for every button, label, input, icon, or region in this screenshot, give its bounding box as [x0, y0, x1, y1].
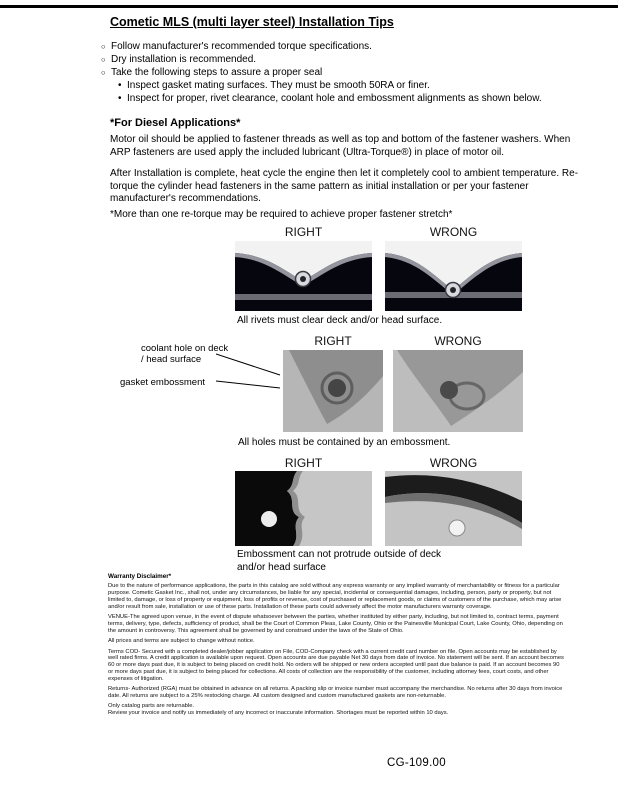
- circle-bullet-icon: ○: [101, 68, 106, 77]
- diesel-applications-heading: *For Diesel Applications*: [110, 117, 241, 129]
- page-top-rule: [0, 5, 618, 8]
- figure-embossment-right-image: [283, 350, 383, 432]
- dot-bullet-icon: •: [118, 93, 122, 104]
- coolant-hole-label: coolant hole on deck / head surface: [141, 343, 229, 365]
- list-item: [101, 66, 587, 79]
- figure-rivet-right-image: [235, 241, 372, 311]
- sub-list-item: [118, 79, 587, 92]
- figure-embossment-wrong-image: [393, 350, 523, 432]
- sub-list-item-text: Inspect gasket mating surfaces. They must be smooth 50RA or finer.: [127, 80, 430, 91]
- list-item-text: Take the following steps to assure a proper seal: [111, 67, 323, 78]
- warranty-disclaimer-heading: Warranty Disclaimer*: [108, 573, 172, 580]
- list-item: [101, 53, 587, 66]
- row2-wrong-header: WRONG: [434, 334, 482, 348]
- gasket-embossment-label: gasket embossment: [120, 377, 206, 388]
- dot-bullet-icon: •: [118, 80, 122, 91]
- sub-list-item-text: Inspect for proper, rivet clearance, coolant hole and embossment alignments as shown below.: [127, 93, 542, 104]
- sub-list-item: [118, 92, 587, 105]
- installation-tips-list: [101, 40, 587, 105]
- figure-protrusion-wrong-image: [385, 471, 522, 546]
- page-title: Cometic MLS (multi layer steel) Installation Tips: [110, 15, 394, 29]
- list-item: [101, 40, 587, 53]
- legal-paragraph: All prices and terms are subject to change without notice.: [108, 638, 255, 645]
- figure-protrusion-right-image: [235, 471, 372, 546]
- row3-right-header: RIGHT: [284, 456, 323, 470]
- legal-paragraph: VENUE-The agreed upon venue, in the event of dispute whatsoever between the parties, whether instituted by either party, including, but not limited to, contract terms, payment terms, delivery, type, defects, sufficiency of product, shall be the Court of Common Pleas, Lake County, Ohio or the Painesville Municipal Court, Lake County, Ohio, depending on the amount in controversy. This agreement shall be governed by and construed under the laws of the State of Ohio.: [108, 614, 563, 634]
- legal-paragraph: Terms COD- Secured with a completed dealer/jobber application on File, COD-Company check with a current credit card number on file. Open accounts may be established by well rated firms. A credit application is available upon request. Open accounts are due payable Net 30 days from date of invoice. No statement will be sent. If an account becomes 60 or more days past due, it is subject to being placed on credit hold. No orders will be shipped or new orders accepted until past due balance is paid. If an account becomes 90 or more days past due, it is subject to being placed for collections. All costs of collection are the responsibility of the customer, including attorney fees, court costs, and other expenses of litigation.: [108, 648, 564, 682]
- row3-wrong-header: WRONG: [429, 456, 478, 470]
- legal-paragraph: Due to the nature of performance applications, the parts in this catalog are sold without any express warranty or any implied warranty of merchantability or fitness for a particular purpose. Cometic Gasket Inc., shall not, under any circumstances, be liable for any special, incidental or consequential damages, including, person, party or property, but not limited to, damage, or loss of property or equipment, loss of profits or revenue, cost of purchased or replacement goods, or claims of customers of the purchase, which may arise and/or result from sale, installation or use of these parts. Installation of these parts could adversely affect the motor manufacturers warranty coverage.: [108, 583, 562, 610]
- row2-caption: All holes must be contained by an embossment.: [238, 437, 451, 448]
- row1-right-header: RIGHT: [284, 225, 323, 239]
- figure-rivet-wrong-image: [385, 241, 522, 311]
- diesel-paragraph-2: After Installation is complete, heat cycle the engine then let it completely cool to ambient temperature. Re-torque the cylinder head fasteners in the same pattern as initial installation or per your fastener manufacturer's recommendations.: [110, 168, 579, 205]
- retorque-note: *More than one re-torque may be required to achieve proper fastener stretch*: [110, 209, 453, 220]
- legal-paragraph: Review your invoice and notify us immediately of any incorrect or inaccurate information. Shortages must be reported within 10 days.: [108, 710, 449, 717]
- warranty-disclaimer-section: [108, 573, 564, 721]
- label-leader-lines: [216, 349, 282, 393]
- list-item-text: Follow manufacturer's recommended torque specifications.: [111, 41, 372, 52]
- row1-caption: All rivets must clear deck and/or head surface.: [237, 315, 443, 326]
- circle-bullet-icon: ○: [101, 55, 106, 64]
- row3-caption: Embossment can not protrude outside of deck and/or head surface: [237, 549, 442, 573]
- row1-wrong-header: WRONG: [429, 225, 478, 239]
- diesel-paragraph-1: Motor oil should be applied to fastener threads as well as top and bottom of the fastener washers. When ARP fasteners are used apply the included lubricant (Ultra-Torque®) in place of motor oil.: [110, 134, 571, 158]
- legal-paragraph: Only catalog parts are returnable.: [108, 703, 195, 710]
- list-item-text: Dry installation is recommended.: [111, 54, 257, 65]
- row2-right-header: RIGHT: [314, 334, 352, 348]
- page-number: CG-109.00: [387, 757, 446, 769]
- legal-paragraph: Returns- Authorized (RGA) must be obtained in advance on all returns. A packing slip or invoice number must accompany the merchandise. No returns after 30 days from invoice date. All returns are subject to a 25% restocking charge. All custom designed and custom manufactured gaskets are non-returnable.: [108, 686, 563, 700]
- circle-bullet-icon: ○: [101, 42, 106, 51]
